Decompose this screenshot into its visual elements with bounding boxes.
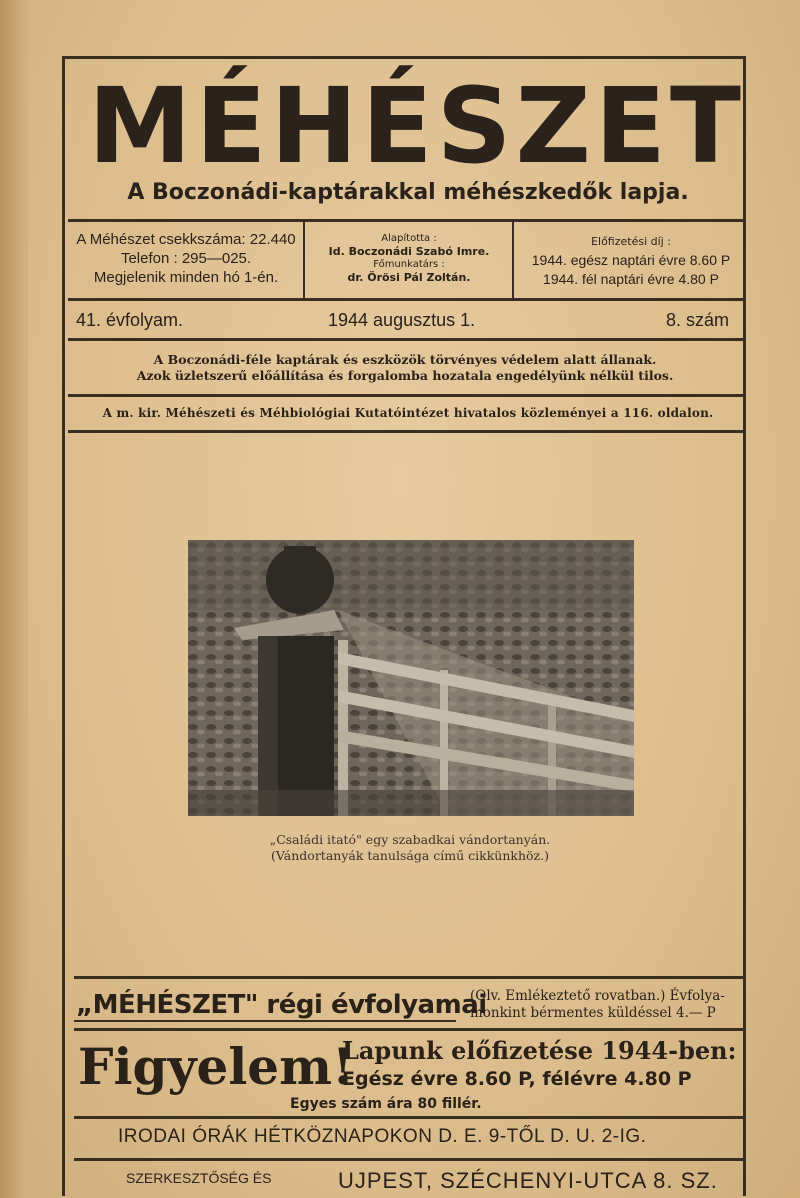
divider bbox=[68, 298, 744, 301]
old-volumes-ad: „MÉHÉSZET" régi évfolyamai bbox=[76, 990, 487, 1020]
issue-date: 1944 augusztus 1. bbox=[328, 310, 476, 330]
issue-line bbox=[70, 310, 740, 334]
coeditor-label: Főmunkatárs : bbox=[373, 259, 445, 270]
caption-line: „Családi itató" egy szabadkai vándortanyán. bbox=[269, 832, 551, 847]
divider bbox=[74, 976, 746, 979]
photo-illustration bbox=[188, 540, 634, 816]
volume: 41. évfolyam. bbox=[76, 310, 184, 330]
address: UJPEST, SZÉCHENYI-UTCA 8. SZ. bbox=[338, 1168, 718, 1193]
divider bbox=[303, 222, 305, 298]
divider bbox=[68, 430, 744, 433]
office-hours: IRODAI ÓRÁK HÉTKÖZNAPOKON D. E. 9-TŐL D. U. 2-IG. bbox=[118, 1126, 647, 1147]
divider bbox=[74, 1116, 746, 1119]
check-number: A Méhészet csekkszáma: 22.440 bbox=[76, 231, 296, 248]
photo-water-station bbox=[188, 540, 634, 816]
founded-label: Alapította : bbox=[381, 233, 437, 244]
official-announcement: A m. kir. Méhészeti és Méhbiológiai Kutatóintézet hivatalos közleményei a 116. oldalon. bbox=[102, 406, 714, 420]
telephone: Telefon : 295—025. bbox=[120, 250, 252, 267]
single-issue-price: Egyes szám ára 80 fillér. bbox=[290, 1096, 482, 1112]
info-contact bbox=[70, 230, 302, 287]
info-founders bbox=[307, 232, 511, 284]
info-subscription bbox=[516, 232, 746, 289]
divider bbox=[68, 219, 744, 222]
legal-notice bbox=[70, 352, 740, 384]
note-line: monkint bérmentes küldéssel 4.— P bbox=[470, 1005, 716, 1021]
subscription-half: 1944. fél naptári évre 4.80 P bbox=[543, 271, 719, 287]
notice-line: Azok üzletszerű előállítása és forgalomba hozatala engedélyünk nélkül tilos. bbox=[136, 368, 674, 383]
notice-line: A Boczonádi-féle kaptárak és eszközök törvényes védelem alatt állanak. bbox=[153, 352, 657, 367]
masthead-subtitle: A Boczonádi-kaptárakkal méhészkedők lapja. bbox=[127, 180, 689, 205]
note-line: (Olv. Emlékeztető rovatban.) Évfolya- bbox=[470, 988, 725, 1004]
divider bbox=[68, 394, 744, 397]
old-volumes-note bbox=[470, 988, 750, 1022]
subscription-label: Előfizetési díj : bbox=[591, 235, 671, 248]
divider bbox=[512, 222, 514, 298]
divider bbox=[68, 338, 744, 341]
issue-number: 8. szám bbox=[666, 310, 730, 330]
subscription-heading: Lapunk előfizetése 1944-ben: bbox=[342, 1036, 737, 1065]
caption-line: (Vándortanyák tanulsága című cikkünkhöz.) bbox=[271, 848, 549, 863]
divider bbox=[74, 1158, 746, 1161]
divider bbox=[74, 1028, 746, 1031]
coeditor-name: dr. Örösi Pál Zoltán. bbox=[347, 271, 471, 284]
masthead-title: MÉHÉSZET bbox=[88, 65, 745, 187]
subscription-year: 1944. egész naptári évre 8.60 P bbox=[531, 252, 731, 268]
editorial-office: SZERKESZTŐSÉG ÉS bbox=[126, 1170, 272, 1186]
subscription-prices: Egész évre 8.60 P, félévre 4.80 P bbox=[342, 1068, 692, 1090]
attention-heading: Figyelem! bbox=[78, 1037, 354, 1096]
underline bbox=[74, 1020, 456, 1022]
founder-name: Id. Boczonádi Szabó Imre. bbox=[328, 245, 490, 258]
binding-edge bbox=[0, 0, 28, 1198]
photo-caption bbox=[200, 832, 620, 864]
publication-frequency: Megjelenik minden hó 1-én. bbox=[93, 269, 279, 286]
